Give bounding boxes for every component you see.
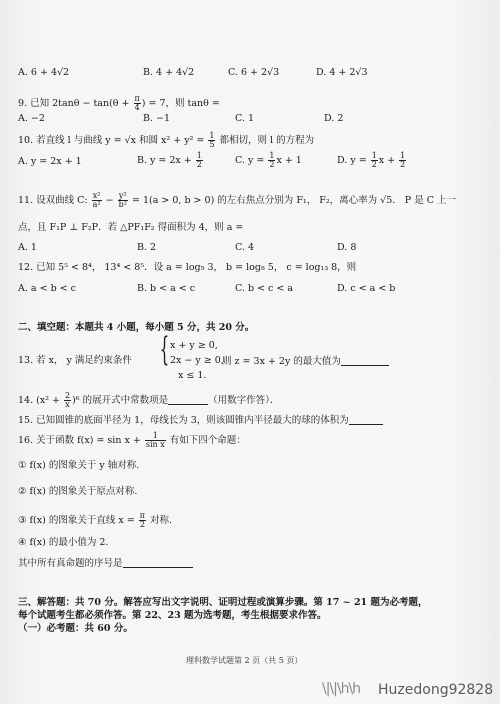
q12-option-b: B. b < a < c — [137, 283, 196, 294]
page-footer: 理科数学试题第 2 页（共 5 页） — [186, 656, 303, 665]
q14-answer-blank — [168, 394, 208, 405]
q9-option-d: D. 2 — [324, 113, 344, 124]
q13-constraint-2: 2x − y ≥ 0, — [170, 355, 224, 366]
q8-option-d: D. 4 + 2√3 — [316, 67, 368, 78]
section-3-heading-line2: 每个试题考生都必须作答。第 22、23 题为选考题，考生根据要求作答。 — [18, 610, 327, 621]
q12-option-c: C. b < c < a — [235, 283, 294, 294]
q16-proposition-1: ① f(x) 的图象关于 y 轴对称. — [18, 460, 140, 471]
q9-option-b: B. −1 — [143, 113, 171, 124]
q13-constraint-3: x ≤ 1. — [178, 370, 207, 381]
q8-option-a: A. 6 + 4√2 — [18, 67, 70, 78]
q11-option-a: A. 1 — [18, 242, 37, 253]
q10-option-a: A. y = 2x + 1 — [18, 156, 82, 167]
q11-option-b: B. 2 — [137, 242, 157, 253]
q11-stem: 11. 设双曲线 C: $\frac{\text{x²}}{\text{a²}}$ − $\frac{\text{y²}}{\text{b²}}$ = 1(a > 0, b > 0) 的左右焦点分别为 F₁， F₂，离心率为 √5． P 是 C 上一 — [18, 191, 456, 209]
q16-stem: 16. 关于函数 f(x) = sin x + $\frac{1}{\text{sin x}}$ 有如下四个命题： — [18, 431, 246, 449]
q11-option-c: C. 4 — [235, 242, 255, 253]
q16-proposition-3: ③ f(x) 的图象关于直线 x = $\frac{\pi}{2}$ 对称. — [18, 511, 173, 529]
q8-option-b: B. 4 + 4√2 — [143, 67, 195, 78]
q14-stem: 14. (x² + $\frac{2}{x}$ )⁶ 的展开式中常数项是 （用数字作答）． — [18, 391, 280, 409]
q16-answer-blank — [123, 557, 193, 568]
q15-stem: 15. 已知圆锥的底面半径为 1，母线长为 3，则该圆锥内半径最大的球的体积为 — [18, 414, 383, 427]
q13-constraint-1: x + y ≥ 0, — [170, 340, 218, 351]
q12-option-a: A. a < b < c — [18, 283, 76, 294]
q9-option-c: C. 1 — [235, 113, 255, 124]
q10-stem: 10. 若直线 l 与曲线 y = √x 和圆 x² + y² = $\frac{1}{5}$ 都相切，则 l 的方程为 — [18, 131, 315, 149]
section-3-heading: 三、解答题：共 70 分。解答应写出文字说明、证明过程或演算步骤。第 17 ~ 21 题为必考题， — [18, 597, 428, 608]
section-3-subheading: （一）必考题：共 60 分。 — [18, 623, 133, 634]
q16-question: 其中所有真命题的序号是 — [18, 557, 193, 570]
q15-answer-blank — [349, 414, 383, 425]
watermark-text: Huzedong92828 — [378, 682, 494, 698]
q10-fraction: $\frac{1}{5}$ — [209, 131, 215, 149]
q9-option-a: A. −2 — [18, 113, 45, 124]
q16-proposition-2: ② f(x) 的图象关于原点对称. — [18, 486, 138, 497]
q11-option-d: D. 8 — [337, 242, 357, 253]
q10-option-d: D. y = $\frac{1}{2}$ x + $\frac{1}{2}$ — [337, 151, 406, 169]
q9-stem: 9. 已知 2tanθ − tan(θ + $\frac{\pi}{4}$ ) = 7，则 tanθ = — [18, 94, 220, 112]
q13-suffix: 则 z = 3x + 2y 的最大值为 — [222, 355, 389, 368]
section-2-heading: 二、填空题：本题共 4 小题，每小题 5 分，共 20 分。 — [18, 322, 255, 333]
q13-answer-blank — [341, 355, 389, 366]
q13-prefix: 13. 若 x， y 满足约束条件 — [18, 355, 132, 366]
q8-option-c: C. 6 + 2√3 — [228, 67, 280, 78]
q16-proposition-4: ④ f(x) 的最小值为 2. — [18, 537, 109, 548]
watermark-logo: \|\|\h\h — [322, 681, 361, 697]
q12-stem: 12. 已知 5⁵ < 8⁴， 13⁴ < 8⁵．设 a = log₅ 3， b = log₈ 5， c = log₁₃ 8，则 — [18, 262, 357, 273]
q10-option-b: B. y = 2x + $\frac{1}{2}$ — [137, 151, 202, 169]
q11-stem-line2: 点，且 F₁P ⊥ F₂P．若 △PF₁F₂ 得面积为 4，则 a = — [18, 222, 244, 233]
q10-option-c: C. y = $\frac{1}{2}$ x + 1 — [235, 151, 302, 169]
q13-brace: { — [159, 329, 170, 368]
q9-fraction: $\frac{\pi}{4}$ — [134, 94, 140, 112]
q12-option-d: D. c < a < b — [337, 283, 396, 294]
